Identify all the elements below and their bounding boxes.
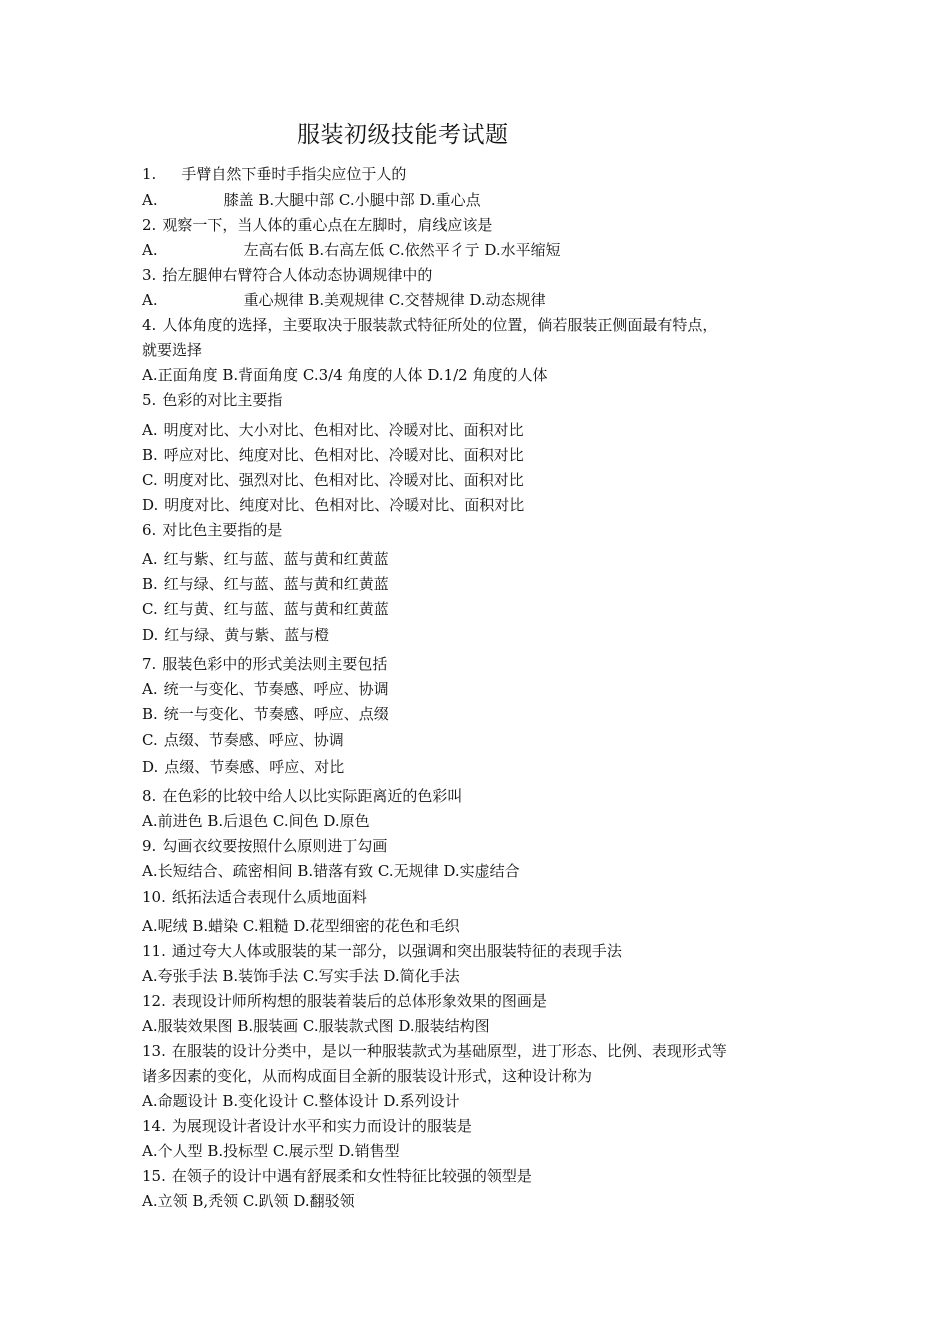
question-11 (142, 941, 622, 961)
question-5 (142, 390, 282, 410)
page-title: 服装初级技能考试题 (297, 122, 509, 148)
option-marker: B. (142, 705, 158, 723)
question-number: 10. (142, 888, 166, 906)
option-text: 明度对比、大小对比、色相对比、冷暖对比、面积对比 (163, 421, 524, 439)
option-d (142, 495, 524, 515)
option-a (142, 420, 524, 440)
question-number: 13. (142, 1042, 166, 1060)
option-text: 统一与变化、节奏感、呼应、协调 (163, 680, 389, 698)
answer-text: 重心规律 B.美观规律 C.交替规律 D.动态规律 (243, 291, 546, 309)
option-b (142, 445, 524, 465)
answer-text: A.立领 B,秃领 C.趴领 D.翻驳领 (142, 1192, 355, 1210)
question-text: 服装色彩中的形式美法则主要包括 (162, 655, 388, 673)
question-text: 抬左腿伸右臂符合人体动态协调规律中的 (162, 266, 433, 284)
answer-line (142, 290, 546, 310)
question-10 (142, 887, 367, 907)
question-text: 在色彩的比较中给人以比实际距离近的色彩叫 (162, 787, 463, 805)
option-marker: C. (142, 731, 158, 749)
option-marker: B. (142, 575, 158, 593)
option-b (142, 574, 389, 594)
answer-text: A.呢绒 B.蜡染 C.粗糙 D.花型细密的花色和毛织 (142, 917, 460, 935)
option-text: 明度对比、纯度对比、色相对比、冷暖对比、面积对比 (164, 496, 525, 514)
question-13-continued (142, 1066, 592, 1086)
option-marker: D. (142, 626, 159, 644)
option-marker: A. (142, 291, 158, 309)
option-marker: A. (142, 680, 158, 698)
answer-line (142, 1091, 460, 1111)
answer-text: A.正面角度 B.背面角度 C.3/4 角度的人体 D.1/2 角度的人体 (142, 366, 548, 384)
option-text: 点缀、节奏感、呼应、对比 (164, 758, 345, 776)
option-marker: A. (142, 241, 158, 259)
question-15 (142, 1166, 532, 1186)
option-marker: D. (142, 496, 159, 514)
answer-text: A.长短结合、疏密相间 B.错落有致 C.无规律 D.实虚结合 (142, 862, 520, 880)
option-text: 点缀、节奏感、呼应、协调 (163, 731, 344, 749)
question-text: 人体角度的选择，主要取决于服装款式特征所处的位置，倘若服装正侧面最有特点， (162, 316, 718, 334)
option-a (142, 679, 389, 699)
question-14 (142, 1116, 472, 1136)
answer-text: A.前进色 B.后退色 C.间色 D.原色 (142, 812, 370, 830)
question-number: 8. (142, 787, 157, 805)
question-number: 4. (142, 316, 157, 334)
question-text: 为展现设计者设计水平和实力而设计的服装是 (171, 1117, 472, 1135)
answer-line (142, 365, 548, 385)
question-7 (142, 654, 387, 674)
option-text: 红与绿、黄与紫、蓝与橙 (164, 626, 330, 644)
answer-text: 左高右低 B.右高左低 C.依然平彳亍 D.水平缩短 (243, 241, 561, 259)
option-c (142, 730, 344, 750)
answer-text: 膝盖 B.大腿中部 C.小腿中部 D.重心点 (223, 191, 481, 209)
question-4 (142, 315, 717, 335)
option-marker: B. (142, 446, 158, 464)
question-number: 9. (142, 837, 157, 855)
option-text: 呼应对比、纯度对比、色相对比、冷暖对比、面积对比 (163, 446, 524, 464)
option-text: 统一与变化、节奏感、呼应、点缀 (163, 705, 389, 723)
option-marker: C. (142, 471, 158, 489)
answer-line (142, 1016, 490, 1036)
question-number: 7. (142, 655, 157, 673)
question-text: 纸拓法适合表现什么质地面料 (171, 888, 367, 906)
question-12 (142, 991, 547, 1011)
option-d (142, 625, 329, 645)
question-13 (142, 1041, 727, 1061)
answer-line (142, 240, 561, 260)
question-text: 手臂自然下垂时手指尖应位于人的 (181, 165, 407, 183)
question-text: 色彩的对比主要指 (162, 391, 283, 409)
answer-line (142, 916, 460, 936)
option-c (142, 470, 524, 490)
question-number: 14. (142, 1117, 166, 1135)
option-a (142, 549, 389, 569)
answer-text: A.命题设计 B.变化设计 C.整体设计 D.系列设计 (142, 1092, 460, 1110)
question-number: 6. (142, 521, 157, 539)
question-text: 对比色主要指的是 (162, 521, 283, 539)
question-text: 通过夸大人体或服装的某一部分，以强调和突出服装特征的表现手法 (171, 942, 622, 960)
option-text: 红与黄、红与蓝、蓝与黄和红黄蓝 (163, 600, 389, 618)
question-number: 12. (142, 992, 166, 1010)
question-text: 在服装的设计分类中，是以一种服装款式为基础原型，进丁形态、比例、表现形式等 (171, 1042, 727, 1060)
question-number: 3. (142, 266, 157, 284)
option-marker: A. (142, 421, 158, 439)
option-c (142, 599, 389, 619)
answer-line (142, 190, 481, 210)
question-text: 在领子的设计中遇有舒展柔和女性特征比较强的领型是 (171, 1167, 532, 1185)
question-text: 就要选择 (142, 341, 203, 359)
question-2 (142, 215, 492, 235)
option-text: 明度对比、强烈对比、色相对比、冷暖对比、面积对比 (163, 471, 524, 489)
option-marker: C. (142, 600, 158, 618)
question-number: 11. (142, 942, 166, 960)
option-marker: A. (142, 550, 158, 568)
answer-line (142, 966, 460, 986)
question-text: 诸多因素的变化，从而构成面目全新的服装设计形式，这种设计称为 (142, 1067, 593, 1085)
question-text: 表现设计师所构想的服装着装后的总体形象效果的图画是 (171, 992, 547, 1010)
question-4-continued (142, 340, 202, 360)
question-8 (142, 786, 462, 806)
question-number: 1. (142, 165, 157, 183)
answer-text: A.夸张手法 B.装饰手法 C.写实手法 D.简化手法 (142, 967, 460, 985)
option-text: 红与紫、红与蓝、蓝与黄和红黄蓝 (163, 550, 389, 568)
question-number: 2. (142, 216, 157, 234)
question-text: 观察一下，当人体的重心点在左脚时，肩线应该是 (162, 216, 493, 234)
option-b (142, 704, 389, 724)
answer-text: A.个人型 B.投标型 C.展示型 D.销售型 (142, 1142, 400, 1160)
question-number: 15. (142, 1167, 166, 1185)
option-marker: D. (142, 758, 159, 776)
option-d (142, 757, 344, 777)
question-3 (142, 265, 432, 285)
answer-line (142, 1191, 355, 1211)
question-6 (142, 520, 282, 540)
answer-line (142, 861, 520, 881)
answer-line (142, 1141, 400, 1161)
question-number: 5. (142, 391, 157, 409)
option-text: 红与绿、红与蓝、蓝与黄和红黄蓝 (163, 575, 389, 593)
question-1 (142, 164, 406, 184)
option-marker: A. (142, 191, 158, 209)
answer-text: A.服装效果图 B.服装画 C.服装款式图 D.服装结构图 (142, 1017, 490, 1035)
question-text: 勾画衣纹要按照什么原则进丁勾画 (162, 837, 388, 855)
answer-line (142, 811, 370, 831)
question-9 (142, 836, 387, 856)
